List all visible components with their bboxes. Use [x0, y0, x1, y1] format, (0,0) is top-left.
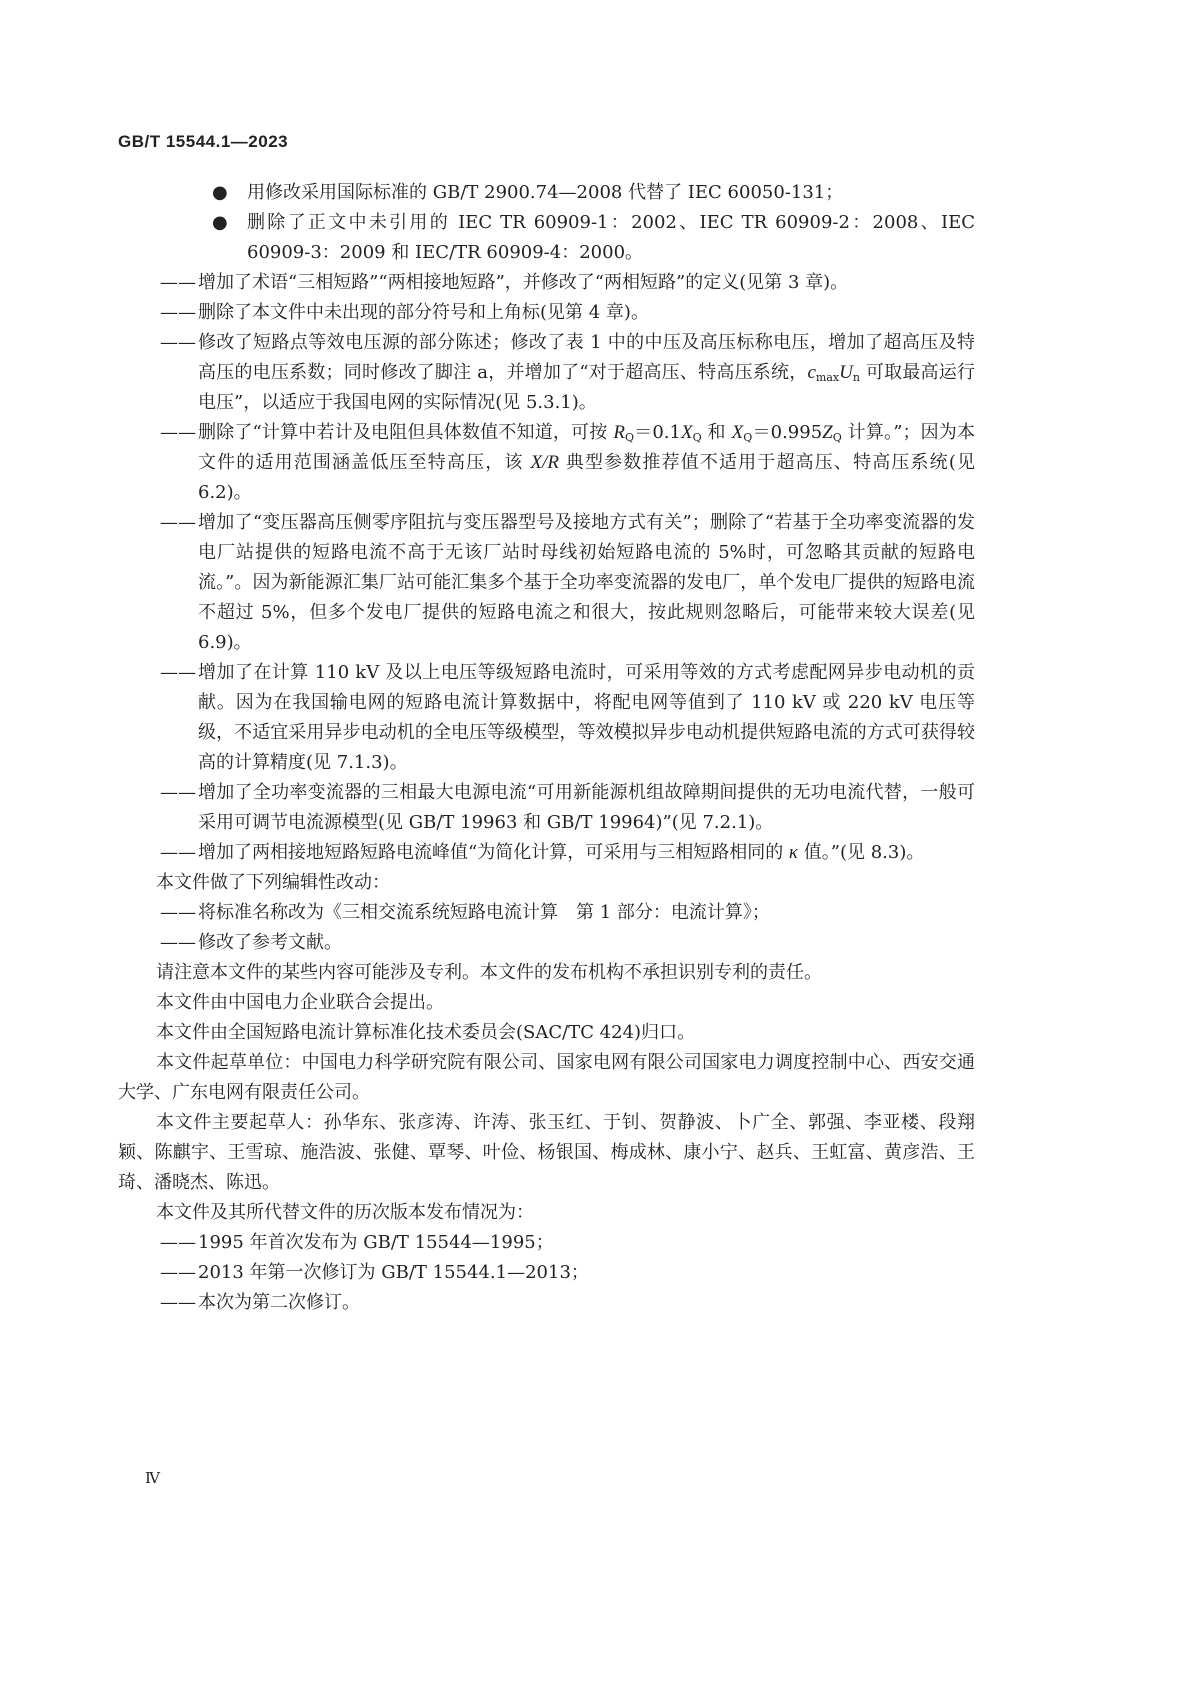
math-subscript: Q	[692, 431, 702, 444]
change-item	[160, 328, 975, 418]
math-symbol: Z	[822, 422, 833, 443]
math-subscript: Q	[832, 431, 842, 444]
change-text: 值。”(见 8.3)。	[798, 842, 925, 863]
math-symbol: X	[680, 422, 693, 443]
bullet-icon: ●	[212, 182, 228, 203]
change-text: 计算。”；因为本文件的适用范围涵盖低压至特高压，该	[198, 422, 975, 473]
change-item	[160, 298, 975, 328]
dash-marker: ——	[160, 932, 196, 953]
math-symbol: U	[839, 362, 853, 383]
history-item	[160, 1288, 975, 1318]
bullet-item	[212, 208, 975, 268]
committee-statement: 本文件由全国短路电流计算标准化技术委员会(SAC/TC 424)归口。	[156, 1022, 696, 1043]
dash-marker: ——	[160, 842, 196, 863]
change-text: 增加了术语“三相短路”“两相接地短路”，并修改了“两相短路”的定义(见第 3 章)。	[198, 272, 849, 293]
change-item	[160, 268, 975, 298]
patent-notice: 请注意本文件的某些内容可能涉及专利。本文件的发布机构不承担识别专利的责任。	[156, 962, 822, 983]
change-item	[160, 418, 975, 508]
change-item	[160, 778, 975, 838]
page-number: Ⅳ	[145, 1469, 160, 1487]
math-subscript: max	[815, 371, 840, 384]
change-text: 和	[701, 422, 732, 443]
editorial-item	[160, 898, 975, 928]
editorial-text: 将标准名称改为《三相交流系统短路电流计算 第 1 部分：电流计算》；	[198, 902, 770, 923]
dash-marker: ——	[160, 512, 196, 533]
change-text-group	[198, 328, 975, 418]
bullet-icon: ●	[212, 212, 228, 233]
history-item	[160, 1228, 975, 1258]
bullet-text: 删除了正文中未引用的 IEC TR 60909-1：2002、IEC TR 60909-2：2008、IEC 60909-3：2009 和 IEC/TR 60909-4：2000。	[247, 212, 975, 263]
math-symbol: X	[731, 422, 744, 443]
dash-marker: ——	[160, 272, 196, 293]
history-item	[160, 1258, 975, 1288]
bullet-text: 用修改采用国际标准的 GB/T 2900.74—2008 代替了 IEC 60050-131；	[247, 182, 844, 203]
change-text: 增加了全功率变流器的三相最大电源电流“可用新能源机组故障期间提供的无功电流代替，一般可采用可调节电流源模型(见 GB/T 19963 和 GB/T 19964)”(见 7.2.1)。	[198, 782, 975, 833]
math-symbol: κ	[788, 842, 799, 863]
history-text: 本次为第二次修订。	[198, 1292, 360, 1313]
change-text: 可取最高运行电压”，以适应于我国电网的实际情况(见 5.3.1)。	[198, 362, 975, 413]
change-text: 删除了“计算中若计及电阻但具体数值不知道，可按	[198, 422, 614, 443]
dash-marker: ——	[160, 332, 196, 353]
document-number-header: GB/T 15544.1—2023	[118, 132, 289, 151]
drafters: 本文件主要起草人：孙华东、张彦涛、许涛、张玉红、于钊、贺静波、卜广全、郭强、李亚楼、段翔颖、陈麒宇、王雪琼、施浩波、张健、覃琴、叶俭、杨银国、梅成林、康小宁、赵兵、王虹富、黄彦浩、王琦、潘晓杰、陈迅。	[118, 1112, 975, 1193]
editorial-text: 修改了参考文献。	[198, 932, 342, 953]
math-symbol: R	[613, 422, 625, 443]
dash-marker: ——	[160, 1262, 196, 1283]
editorial-intro: 本文件做了下列编辑性改动：	[156, 872, 390, 893]
drafting-units: 本文件起草单位：中国电力科学研究院有限公司、国家电网有限公司国家电力调度控制中心、西安交通大学、广东电网有限责任公司。	[118, 1052, 975, 1103]
math-subscript: n	[852, 371, 860, 384]
change-item	[160, 838, 975, 868]
math-subscript: Q	[743, 431, 753, 444]
math-text: ＝0.1	[633, 422, 681, 443]
dash-marker: ——	[160, 662, 196, 683]
change-text: 增加了在计算 110 kV 及以上电压等级短路电流时，可采用等效的方式考虑配网异步电动机的贡献。因为在我国输电网的短路电流计算数据中，将配电网等值到了 110 kV 或 220 kV 电压等级，不适宜采用异步电动机的全电压等级模型，等效模拟异步电动机提供短路电流的方式可获得较高的计算精度(见 7.1.3)。	[198, 662, 975, 773]
editorial-item	[160, 928, 975, 958]
history-intro: 本文件及其所代替文件的历次版本发布情况为：	[156, 1202, 534, 1223]
dash-marker: ——	[160, 1232, 196, 1253]
dash-marker: ——	[160, 422, 196, 443]
change-text: 增加了“变压器高压侧零序阻抗与变压器型号及接地方式有关”；删除了“若基于全功率变流器的发电厂站提供的短路电流不高于无该厂站时母线初始短路电流的 5%时，可忽略其贡献的短路电流。”。因为新能源汇集厂站可能汇集多个基于全功率变流器的发电厂，单个发电厂提供的短路电流不超过 5%，但多个发电厂提供的短路电流之和很大，按此规则忽略后，可能带来较大误差(见 6.9)。	[198, 512, 975, 653]
dash-marker: ——	[160, 902, 196, 923]
change-text-group	[198, 838, 975, 868]
change-text: 增加了两相接地短路短路电流峰值“为简化计算，可采用与三相短路相同的	[198, 842, 789, 863]
history-text: 2013 年第一次修订为 GB/T 15544.1—2013；	[198, 1262, 589, 1283]
change-text: 修改了短路点等效电压源的部分陈述；修改了表 1 中的中压及高压标称电压，增加了超高压及特高压的电压系数；同时修改了脚注 a，并增加了“对于超高压、特高压系统，	[198, 332, 975, 383]
math-subscript: Q	[624, 431, 634, 444]
dash-marker: ——	[160, 302, 196, 323]
change-text: 典型参数推荐值不适用于超高压、特高压系统(见 6.2)。	[198, 452, 975, 503]
history-text: 1995 年首次发布为 GB/T 15544—1995；	[198, 1232, 554, 1253]
change-item	[160, 658, 975, 778]
document-body	[118, 178, 975, 1318]
dash-marker: ——	[160, 782, 196, 803]
math-text: ＝0.995	[752, 422, 823, 443]
math-symbol: c	[807, 362, 816, 383]
change-item	[160, 508, 975, 658]
math-symbol: X/R	[530, 452, 559, 473]
dash-marker: ——	[160, 1292, 196, 1313]
change-text: 删除了本文件中未出现的部分符号和上角标(见第 4 章)。	[198, 302, 649, 323]
bullet-item	[212, 178, 975, 208]
change-text-group	[198, 418, 975, 508]
proposer-statement: 本文件由中国电力企业联合会提出。	[156, 992, 444, 1013]
